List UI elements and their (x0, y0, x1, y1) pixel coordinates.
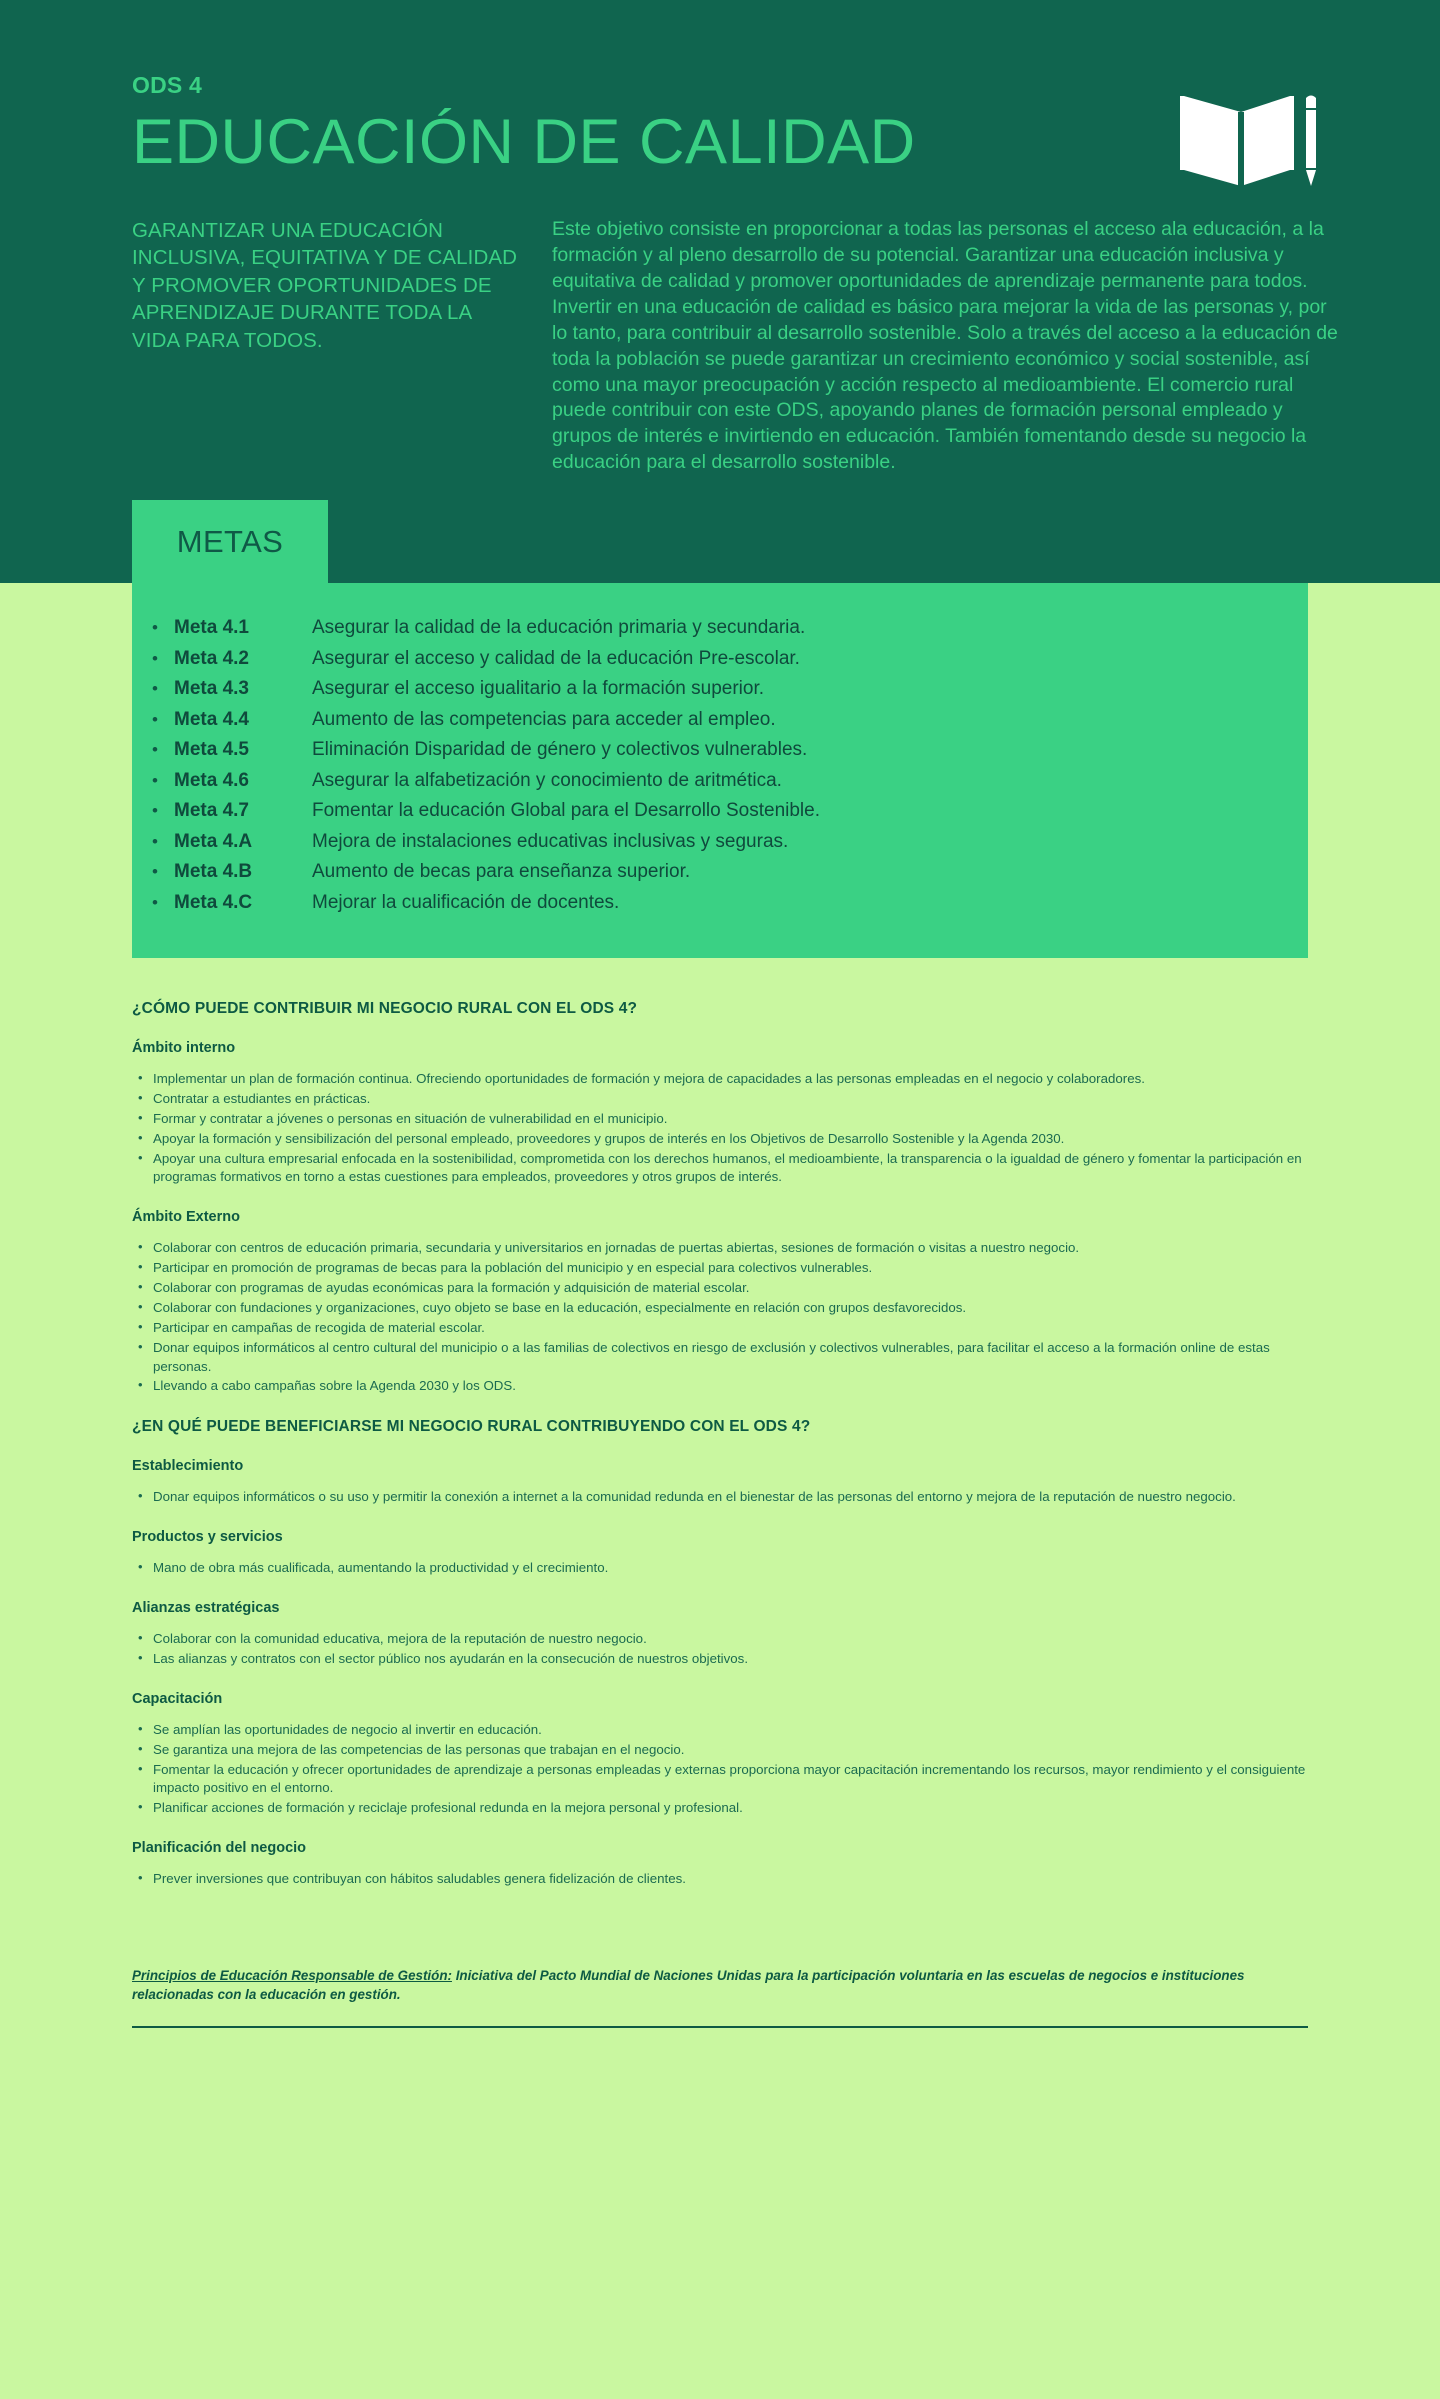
metas-row (132, 648, 1308, 670)
hero-goal-statement (132, 217, 552, 476)
description-text: Este objetivo consiste en proporcionar a todas las personas el acceso ala educación, a la formación y al pleno desarrollo de su potencial. Garantizar una educación inclusiva y equitativa de calidad y promover oportunidades de aprendizaje permanente para todos. Invertir en una educación de calidad es básico para mejorar la vida de las personas y, por lo tanto, para contribuir al desarrollo sostenible. Solo a través del acceso a la educación de toda la población se puede garantizar un crecimiento económico y social sostenible, así como una mayor preocupación y acción respecto al medioambiente. El comercio rural puede contribuir con este ODS, apoyando planes de formación personal empleado y grupos de interés e invirtiendo en educación. También fomentando desde su negocio la educación para el desarrollo sostenible. (552, 218, 1338, 474)
group-list (132, 1721, 1308, 1818)
metas-row (132, 770, 1308, 792)
hero-columns (0, 174, 1440, 476)
metas-row (132, 892, 1308, 914)
list-item: • Contratar a estudiantes en prácticas. (132, 1090, 1308, 1109)
footer (0, 1911, 1440, 2028)
metas-row (132, 678, 1308, 700)
hero-description (552, 217, 1342, 476)
group-list (132, 1239, 1308, 1396)
bullet-icon: • (152, 740, 158, 759)
metas-text: Mejora de instalaciones educativas inclusivas y seguras. (312, 830, 789, 852)
contribuir-heading: ¿CÓMO PUEDE CONTRIBUIR MI NEGOCIO RURAL CON EL ODS 4? (132, 1000, 638, 1017)
goal-statement-text: GARANTIZAR UNA EDUCACIÓN INCLUSIVA, EQUITATIVA Y DE CALIDAD Y PROMOVER OPORTUNIDADES DE APRENDIZAJE DURANTE TODA LA VIDA PARA TODOS. (132, 219, 518, 352)
group-title: Ámbito interno (132, 1040, 236, 1056)
group-list (132, 1559, 1308, 1578)
list-item: • Llevando a cabo campañas sobre la Agenda 2030 y los ODS. (132, 1377, 1308, 1396)
list-item: • Participar en campañas de recogida de material escolar. (132, 1319, 1308, 1338)
metas-text: Asegurar el acceso igualitario a la formación superior. (312, 678, 765, 699)
list-item: • Implementar un plan de formación continua. Ofreciendo oportunidades de formación y mejora de capacidades a las personas empleadas en el negocio y colaboradores. (132, 1070, 1308, 1089)
metas-code: Meta 4.A (174, 830, 253, 852)
page-title: EDUCACIÓN DE CALIDAD (132, 107, 916, 177)
metas-code: Meta 4.7 (174, 800, 249, 821)
metas-text: Asegurar el acceso y calidad de la educación Pre-escolar. (312, 647, 800, 669)
bullet-icon: • (152, 679, 158, 698)
metas-row (132, 831, 1308, 853)
beneficiarse-groups (132, 1458, 1308, 1889)
metas-list (132, 617, 1308, 914)
bullet-icon: • (152, 770, 158, 790)
metas-code: Meta 4.3 (174, 678, 249, 699)
metas-text: Asegurar la calidad de la educación primaria y secundaria. (312, 617, 806, 638)
metas-text: Fomentar la educación Global para el Desarrollo Sostenible. (312, 800, 820, 821)
beneficiarse-heading: ¿EN QUÉ PUEDE BENEFICIARSE MI NEGOCIO RURAL CONTRIBUYENDO CON EL ODS 4? (132, 1418, 811, 1436)
bullet-icon: • (152, 709, 158, 729)
contribuir-groups (132, 1040, 1308, 1396)
list-item: • Colaborar con programas de ayudas económicas para la formación y adquisición de material escolar. (132, 1279, 1308, 1298)
group-title: Alianzas estratégicas (132, 1600, 280, 1616)
metas-code: Meta 4.B (174, 861, 253, 882)
group-title: Productos y servicios (132, 1529, 283, 1546)
footer-note-text: Iniciativa del Pacto Mundial de Naciones Unidas para la participación voluntaria en las escuelas de negocios e instituciones relacionadas con la educación en gestión. (132, 1968, 1245, 2003)
metas-tab-label: METAS (176, 523, 284, 559)
metas-text: Aumento de las competencias para acceder al empleo. (312, 708, 776, 730)
list-item: • Se garantiza una mejora de las competencias de las personas que trabajan en el negocio. (132, 1741, 1308, 1760)
hero-header (0, 0, 1440, 177)
list-item: • Fomentar la educación y ofrecer oportunidades de aprendizaje a personas empleadas y externas proporciona mayor capacitación incrementando los recursos, mayor rendimiento y el consiguiente impacto positivo en el entorno. (132, 1761, 1308, 1799)
group-title: Planificación del negocio (132, 1840, 307, 1857)
footer-note (132, 1966, 1308, 2004)
list-item: • Participar en promoción de programas de becas para la población del municipio y en especial para colectivos vulnerables. (132, 1259, 1308, 1278)
section-contribuir (132, 1000, 1308, 1396)
list-item: • Colaborar con la comunidad educativa, mejora de la reputación de nuestro negocio. (132, 1630, 1308, 1649)
metas-panel (132, 583, 1308, 958)
metas-row (132, 800, 1308, 822)
metas-row (132, 861, 1308, 883)
ods-kicker: ODS 4 (132, 72, 203, 98)
group-list (132, 1630, 1308, 1669)
list-item: • Donar equipos informáticos al centro cultural del municipio o a las familias de colectivos en riesgo de exclusión y colectivos vulnerables, para facilitar el acceso a la formación online de estas personas. (132, 1339, 1308, 1377)
main-content (0, 958, 1440, 1889)
list-item: • Colaborar con centros de educación primaria, secundaria y universitarios en jornadas de puertas abiertas, sesiones de formación o visitas a nuestro negocio. (132, 1239, 1308, 1258)
group-title: Establecimiento (132, 1458, 244, 1475)
bullet-icon: • (152, 892, 158, 912)
metas-code: Meta 4.5 (174, 739, 249, 760)
list-item: • Colaborar con fundaciones y organizaciones, cuyo objeto se base en la educación, especialmente en relación con grupos desfavorecidos. (132, 1299, 1308, 1318)
footer-divider (132, 2026, 1308, 2028)
bullet-icon: • (152, 862, 158, 881)
bullet-icon: • (152, 648, 158, 668)
hero-banner (0, 0, 1440, 583)
list-item: • Planificar acciones de formación y reciclaje profesional redunda en la mejora personal y profesional. (132, 1799, 1308, 1818)
list-item: • Las alianzas y contratos con el sector público nos ayudarán en la consecución de nuestros objetivos. (132, 1650, 1308, 1669)
metas-text: Aumento de becas para enseñanza superior. (312, 861, 691, 882)
group-list (132, 1488, 1308, 1507)
group-title: Ámbito Externo (132, 1209, 240, 1226)
metas-row (132, 709, 1308, 731)
list-item: • Apoyar la formación y sensibilización del personal empleado, proveedores y grupos de interés en los Objetivos de Desarrollo Sostenible y la Agenda 2030. (132, 1130, 1308, 1149)
group-list (132, 1870, 1308, 1889)
metas-code: Meta 4.1 (174, 617, 249, 638)
group-list (132, 1070, 1308, 1187)
list-item: • Prever inversiones que contribuyan con hábitos saludables genera fidelización de clientes. (132, 1870, 1308, 1889)
list-item: • Donar equipos informáticos o su uso y permitir la conexión a internet a la comunidad redunda en el bienestar de las personas del entorno y mejora de la reputación de nuestro negocio. (132, 1488, 1308, 1507)
metas-text: Eliminación Disparidad de género y colectivos vulnerables. (312, 739, 808, 760)
metas-tab (132, 500, 328, 583)
metas-text: Mejorar la cualificación de docentes. (312, 891, 620, 913)
metas-code: Meta 4.4 (174, 708, 249, 730)
metas-row (132, 617, 1308, 639)
bullet-icon: • (152, 831, 158, 851)
section-beneficiarse (132, 1418, 1308, 1889)
metas-text: Asegurar la alfabetización y conocimiento de aritmética. (312, 769, 782, 791)
list-item: • Formar y contratar a jóvenes o personas en situación de vulnerabilidad en el municipio. (132, 1110, 1308, 1129)
metas-code: Meta 4.6 (174, 769, 249, 791)
bullet-icon: • (152, 618, 158, 637)
bullet-icon: • (152, 801, 158, 820)
metas-code: Meta 4.2 (174, 647, 249, 669)
list-item: • Mano de obra más cualificada, aumentando la productividad y el crecimiento. (132, 1559, 1308, 1578)
list-item: • Apoyar una cultura empresarial enfocada en la sostenibilidad, comprometida con los derechos humanos, el medioambiente, la transparencia o la igualdad de género y fomentar la participación en programas formativos en torno a estas cuestiones para empleados, proveedores y otros grupos de interés. (132, 1150, 1308, 1188)
list-item: • Se amplían las oportunidades de negocio al invertir en educación. (132, 1721, 1308, 1740)
open-book-and-pencil-icon (1178, 82, 1318, 192)
metas-row (132, 739, 1308, 761)
footer-reference: Principios de Educación Responsable de Gestión: (132, 1968, 452, 1983)
group-title: Capacitación (132, 1690, 223, 1707)
metas-code: Meta 4.C (174, 891, 253, 913)
